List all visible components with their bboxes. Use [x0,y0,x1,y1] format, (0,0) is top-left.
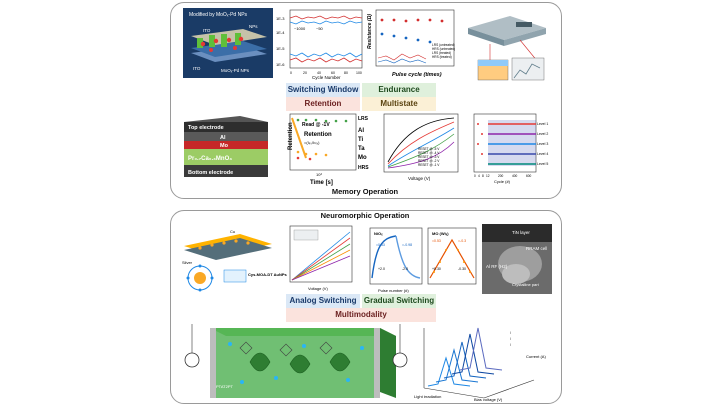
aunps-device-schematic [180,224,287,294]
fig12-v1: +0.30 [432,267,441,271]
fig7-legend-0: RESET @ -5 V [418,147,440,151]
fig11-v1: +2.0 [378,267,385,271]
fig12-a1: =0.53 [432,239,441,243]
fig2-tick-x0: 0 [290,71,292,75]
fig3-legend-3: HRS (treated) [432,55,452,59]
fig2-tick-x1: 20 [303,71,307,75]
fig7-legend-3: RESET @ -2 V [418,159,440,163]
analog-iv-chart [280,224,356,294]
label-gradual-switching: Gradual Switching [362,294,436,308]
fig8-level-4: Level 5 [537,162,549,166]
fig11-a2: =-0.98 [402,243,413,247]
endurance-cycle-chart [276,8,364,80]
fig10-xlabel: Voltage (V) [308,286,328,291]
fig6-metal-0: Al [358,128,364,134]
fig1-ito-top: ITO [203,28,211,33]
fig6-metal-2: Ta [358,146,365,152]
fig13-tin: TiN layer [512,230,530,235]
label-analog-switching: Analog Switching [286,294,360,308]
fig2-tick-y0: 1E-3 [276,16,285,21]
fig5-layer-1: Al [220,135,226,141]
fig15-zlabel: Light irradiation [414,394,442,399]
fig7-legend-2: RESET @ -3 V [418,155,440,159]
svg-text:I: I [510,337,511,341]
fig8-xlabel: Cycle (#) [494,179,511,184]
fig5-layer-2: Mo [220,143,228,149]
fig8-level-1: Level 2 [537,132,549,136]
fig2-tick-x5: 100 [356,71,362,75]
fig1-mid: MoOₓ-Pd NPs [221,68,249,73]
fig5-layer-3: Pr₀.₇Ca₀.₃MnO₃ [188,156,233,162]
svg-text:I: I [510,331,511,335]
fig2-note1: ~1000 [294,26,306,31]
fig11-xlabel: Pulse number (#) [378,288,409,293]
fig13-note: Crystalline part [512,282,539,287]
fig3-legend-0: LRS (untreated) [432,43,455,47]
fig15-ylabel: Current (A) [526,354,546,359]
fig6-metal-3: Mo [358,155,367,161]
fig6-title: Retention [304,132,332,138]
fig13-rram: RRAM cell [526,246,548,251]
nio-conductance-chart [362,226,424,296]
fig8-tick-0: 0 [474,174,476,178]
retention-chart [276,112,372,186]
fig2-tick-x2: 40 [317,71,321,75]
fig8-tick-3: 12 [486,174,490,178]
fig6-formula: =(Iₗᵣₛ/Iₕᵣₛ) [304,140,320,145]
nps-device-schematic [183,8,273,78]
fig2-xlabel: Cycle Number [312,75,341,80]
fig5-layer-4: Bottom electrode [188,170,234,176]
memory-operation-title: Memory Operation [331,187,399,196]
fig11-title: NiOₓ [374,231,383,236]
fig8-tick-6: 600 [526,174,532,178]
fig5-layer-0: Top electrode [188,125,224,131]
fig6-metal-1: Ti [358,137,364,143]
fig6-lrs: LRS [358,116,368,122]
fig13-al: Al RF (H2) [486,264,508,269]
fig2-tick-x4: 80 [344,71,348,75]
fig2-tick-y2: 1E-5 [276,46,285,51]
fig6-ylabel: Retention [288,122,294,150]
label-multimodality: Multimodality [286,308,436,322]
fig15-xlabel: Bias voltage (V) [474,397,503,402]
pulse-resistance-chart [366,8,458,80]
fig6-xtick: 10³ [316,172,322,177]
fig11-a1: =0.33 [376,243,385,247]
fig7-legend-4: RESET @ -1 V [418,163,440,167]
fig2-tick-y1: 1E-4 [276,30,285,35]
fig2-tick-x3: 60 [331,71,335,75]
fig6-read: Read @ -1V [302,122,330,128]
fig6-hrs: HRS [358,165,369,171]
fig6-xlabel: Time [s] [310,180,333,186]
fig8-level-0: Level 1 [537,122,549,126]
label-switching-window: Switching Window [286,83,360,97]
fig8-level-2: Level 3 [537,142,549,146]
neuromorphic-operation-title: Neuromorphic Operation [285,211,445,220]
multimodal-cell-illustration [180,322,410,400]
fig14-label: PTAT2PT [216,384,233,389]
fig1-side: NPs [249,24,258,29]
mo-conductance-chart [426,226,478,296]
fig3-ylabel: Resistance (Ω) [367,13,373,49]
fig3-legend-2: LRS (treated) [432,51,452,55]
fig1-title: Modified by MoOₓ-Pd NPs [189,12,248,18]
fig8-level-3: Level 4 [537,152,549,156]
light-irradiation-3d-chart [414,318,554,402]
fig9-name: Cys-MOA-DT AuNPs [248,272,287,277]
tem-cross-section [482,224,552,294]
label-retention: Retention [286,97,360,111]
fig7-xlabel: Voltage (V) [408,176,431,181]
fig9-silver: Silver [182,260,193,265]
iv-reset-chart [374,112,462,186]
fig1-ito-bottom: ITO [193,66,201,71]
fig9-cu: Cu [230,229,236,234]
fig3-legend-1: HRS (untreated) [432,47,456,51]
fig12-title: MO (Wiₓ) [432,231,449,236]
fig3-xlabel: Pulse cycle (times) [392,72,442,78]
fig11-v2: -2.0 [402,267,409,271]
fig8-tick-4: 200 [498,174,504,178]
fig12-v2: -0.30 [458,267,466,271]
multilevel-resistance-chart [464,112,554,186]
layered-device-illustration [460,8,555,83]
fig8-tick-2: 8 [482,174,484,178]
fig12-a2: =-0.3 [458,239,467,243]
fig8-tick-1: 4 [478,174,480,178]
fig8-tick-5: 400 [512,174,518,178]
fig2-note2: ~50 [316,26,323,31]
pcmo-stack-illustration [180,112,272,182]
fig2-tick-y3: 1E-6 [276,62,285,67]
label-multistate: Multistate [362,97,436,111]
fig7-legend-1: RESET @ -4 V [418,151,440,155]
svg-text:I: I [510,343,511,347]
label-endurance: Endurance [362,83,436,97]
